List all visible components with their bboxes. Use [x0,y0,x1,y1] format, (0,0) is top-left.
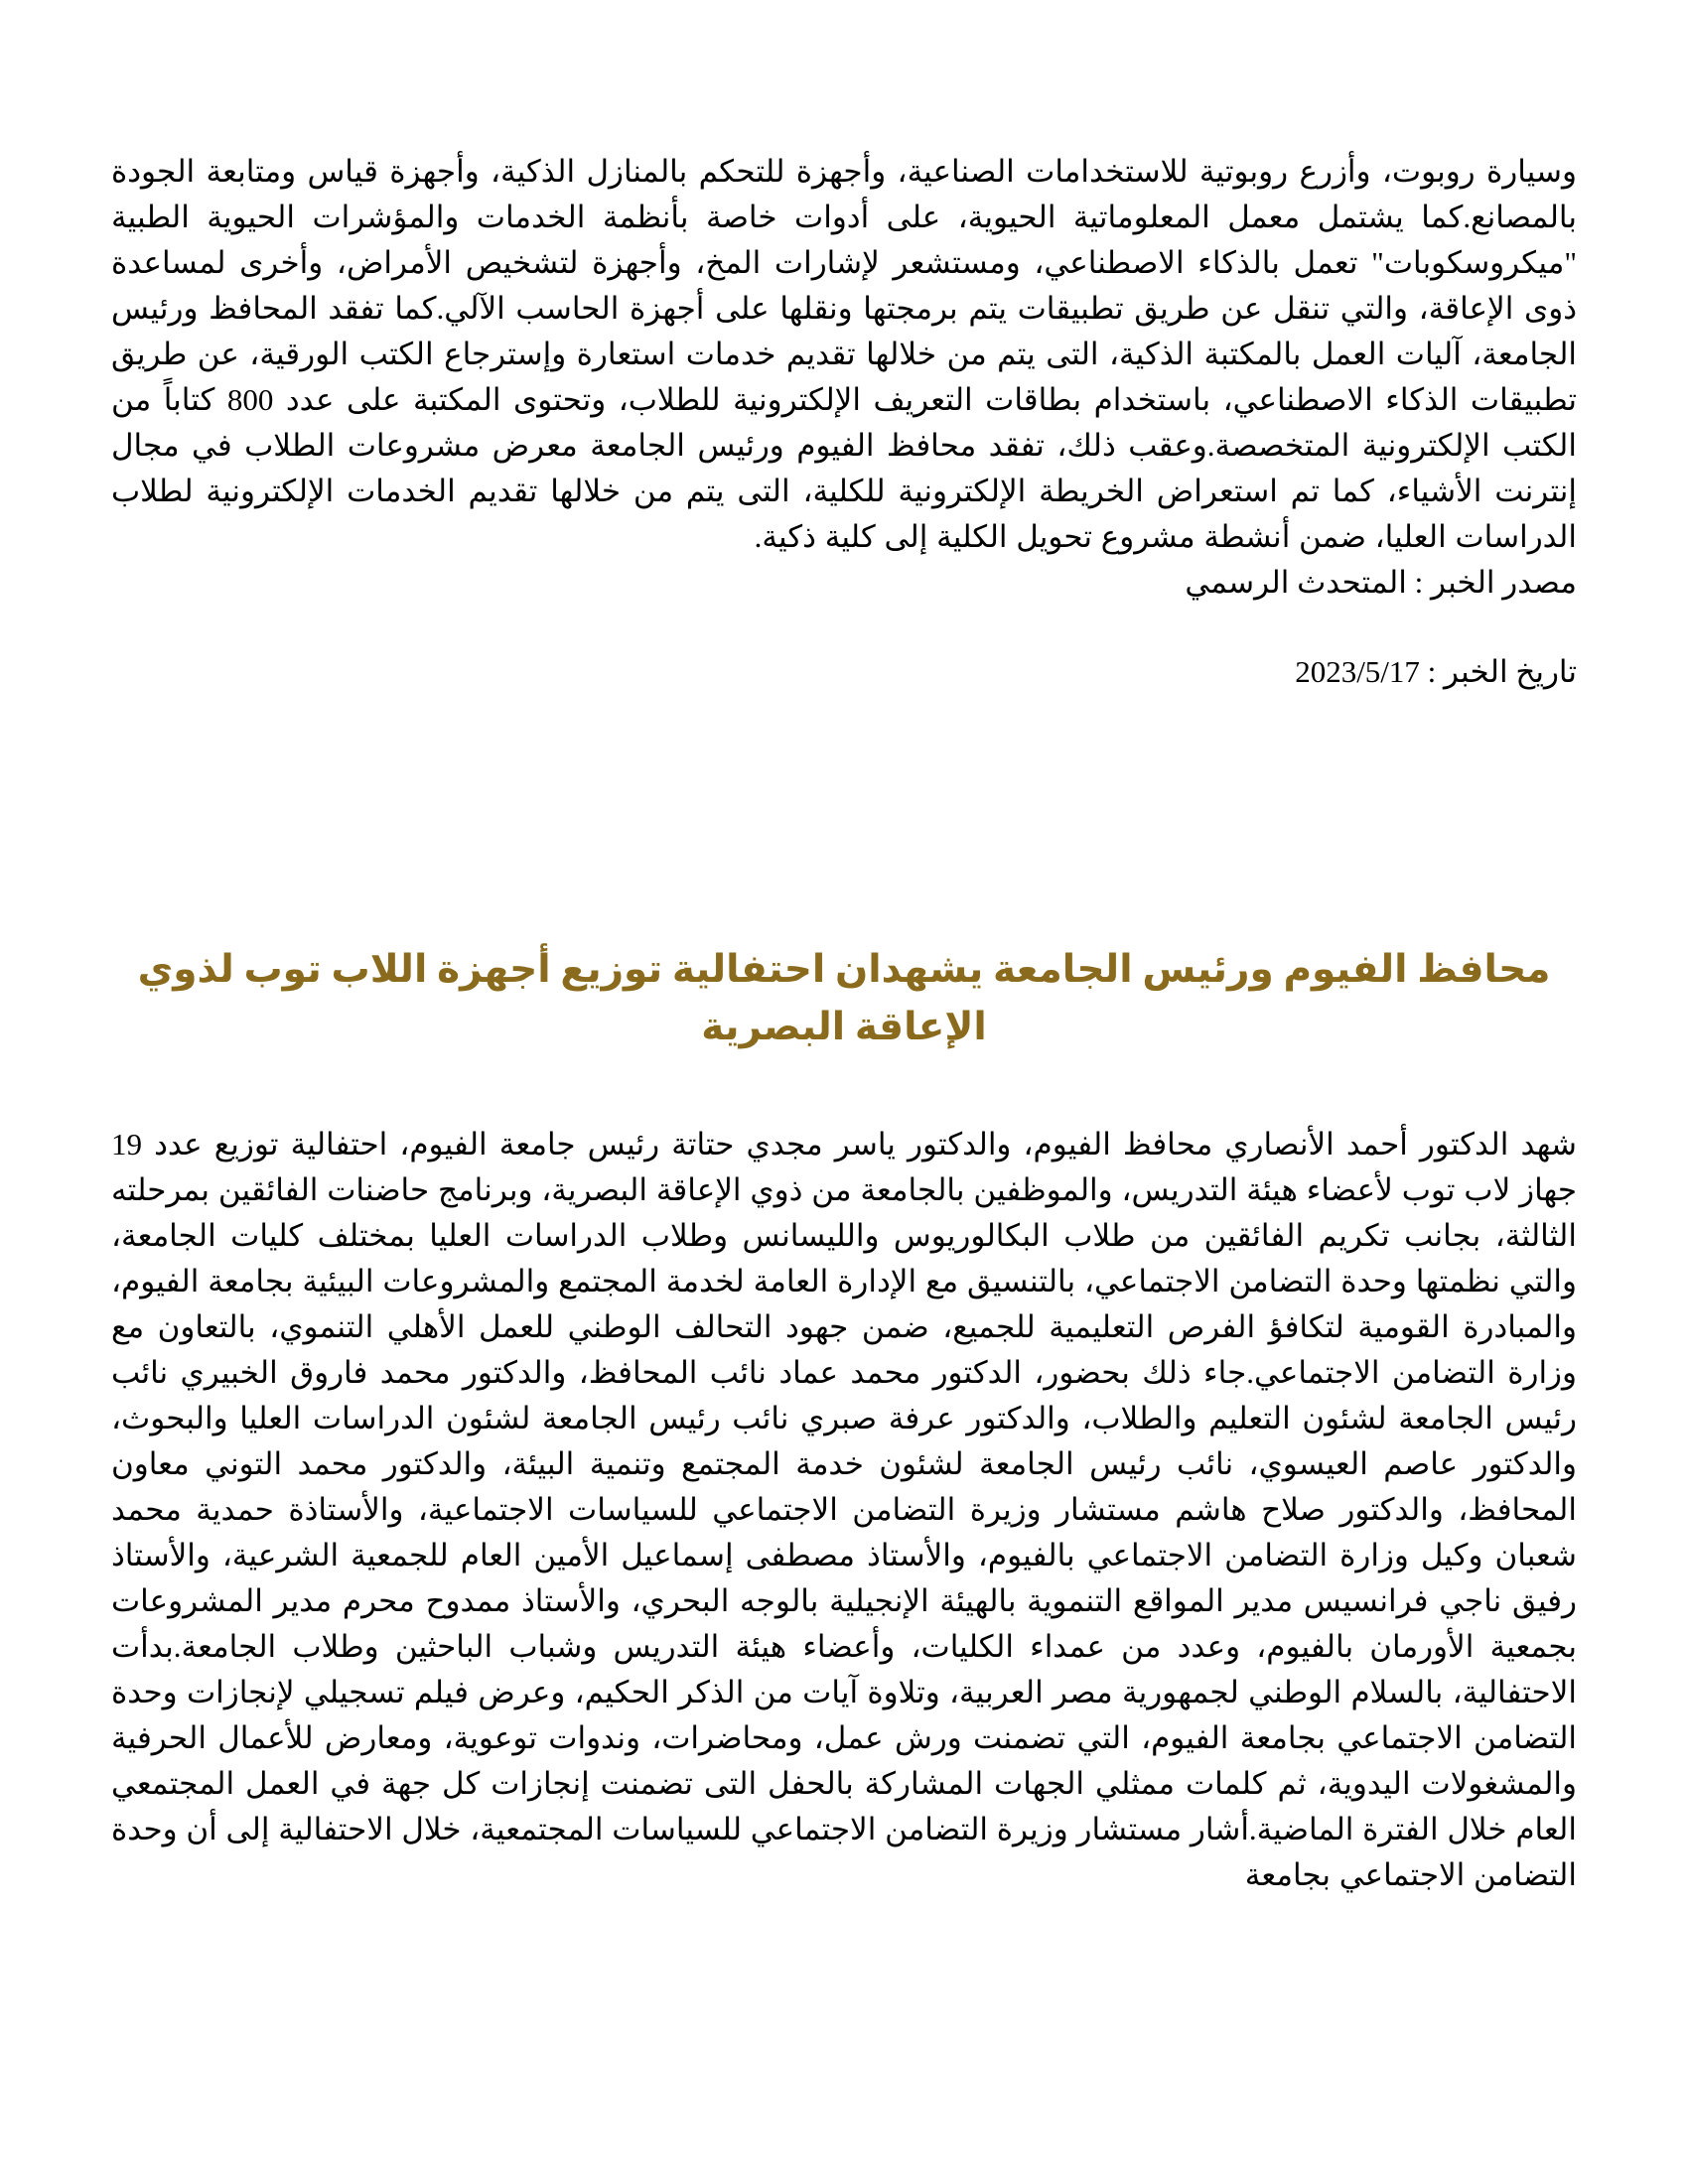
news-article [111,149,1577,1898]
headline-line-1: محافظ الفيوم ورئيس الجامعة يشهدان احتفالية توزيع أجهزة اللاب توب لذوي [137,948,1551,991]
news-source-line: مصدر الخبر : المتحدث الرسمي [1185,565,1577,600]
intro-paragraph: وسيارة روبوت، وأزرع روبوتية للاستخدامات الصناعية، وأجهزة للتحكم بالمنازل الذكية، وأجهزة قياس ومتابعة الجودة بالمصانع.كما يشتمل معمل المعلوماتية الحيوية، على أدوات خاصة بأنظمة الخدمات والمؤشرات الحيوية الطبية "ميكروسكوبات" تعمل بالذكاء الاصطناعي، ومستشعر لإشارات المخ، وأجهزة لتشخيص الأمراض، وأخرى لمساعدة ذوى الإعاقة، والتي تنقل عن طريق تطبيقات يتم برمجتها ونقلها على أجهزة الحاسب الآلي.كما تفقد المحافظ ورئيس الجامعة، آليات العمل بالمكتبة الذكية، التى يتم من خلالها تقديم خدمات استعارة وإسترجاع الكتب الورقية، عن طريق تطبيقات الذكاء الاصطناعي، باستخدام بطاقات التعريف الإلكترونية للطلاب، وتحتوى المكتبة على عدد 800 كتاباً من الكتب الإلكترونية المتخصصة.وعقب ذلك، تفقد محافظ الفيوم ورئيس الجامعة معرض مشروعات الطلاب في مجال إنترنت الأشياء، كما تم استعراض الخريطة الإلكترونية للكلية، التى يتم من خلالها تقديم الخدمات الإلكترونية لطلاب الدراسات العليا، ضمن أنشطة مشروع تحويل الكلية إلى كلية ذكية. [111,154,1578,554]
news-date-line: تاريخ الخبر : 2023/5/17 [1295,654,1577,689]
headline-line-2: الإعاقة البصرية [701,1006,987,1048]
article-headline [111,941,1577,1056]
body-paragraph: شهد الدكتور أحمد الأنصاري محافظ الفيوم، والدكتور ياسر مجدي حتاتة رئيس جامعة الفيوم، احتفالية توزيع عدد 19 جهاز لاب توب لأعضاء هيئة التدريس، والموظفين بالجامعة من ذوي الإعاقة البصرية، وبرنامج حاضنات الفائقين بمرحلته الثالثة، بجانب تكريم الفائقين من طلاب البكالوريوس والليسانس وطلاب الدراسات العليا بمختلف كليات الجامعة، والتي نظمتها وحدة التضامن الاجتماعي، بالتنسيق مع الإدارة العامة لخدمة المجتمع والمشروعات البيئية بجامعة الفيوم، والمبادرة القومية لتكافؤ الفرص التعليمية للجميع، ضمن جهود التحالف الوطني للعمل الأهلي التنموي، بالتعاون مع وزارة التضامن الاجتماعي.جاء ذلك بحضور، الدكتور محمد عماد نائب المحافظ، والدكتور محمد فاروق الخبيري نائب رئيس الجامعة لشئون التعليم والطلاب، والدكتور عرفة صبري نائب رئيس الجامعة لشئون الدراسات العليا والبحوث، والدكتور عاصم العيسوي، نائب رئيس الجامعة لشئون خدمة المجتمع وتنمية البيئة، والدكتور محمد التوني معاون المحافظ، والدكتور صلاح هاشم مستشار وزيرة التضامن الاجتماعي للسياسات الاجتماعية، والأستاذة حمدية محمد شعبان وكيل وزارة التضامن الاجتماعي بالفيوم، والأستاذ مصطفى إسماعيل الأمين العام للجمعية الشرعية، والأستاذ رفيق ناجي فرانسيس مدير المواقع التنموية بالهيئة الإنجيلية بالوجه البحري، والأستاذ ممدوح محرم مدير المشروعات بجمعية الأورمان بالفيوم، وعدد من عمداء الكليات، وأعضاء هيئة التدريس وشباب الباحثين وطلاب الجامعة.بدأت الاحتفالية، بالسلام الوطني لجمهورية مصر العربية، وتلاوة آيات من الذكر الحكيم، وعرض فيلم تسجيلي لإنجازات وحدة التضامن الاجتماعي بجامعة الفيوم، التي تضمنت ورش عمل، ومحاضرات، وندوات توعوية، ومعارض للأعمال الحرفية والمشغولات اليدوية، ثم كلمات ممثلي الجهات المشاركة بالحفل التى تضمنت إنجازات كل جهة في العمل المجتمعي العام خلال الفترة الماضية.أشار مستشار وزيرة التضامن الاجتماعي للسياسات المجتمعية، خلال الاحتفالية إلى أن وحدة التضامن الاجتماعي بجامعة [111,1127,1577,1892]
